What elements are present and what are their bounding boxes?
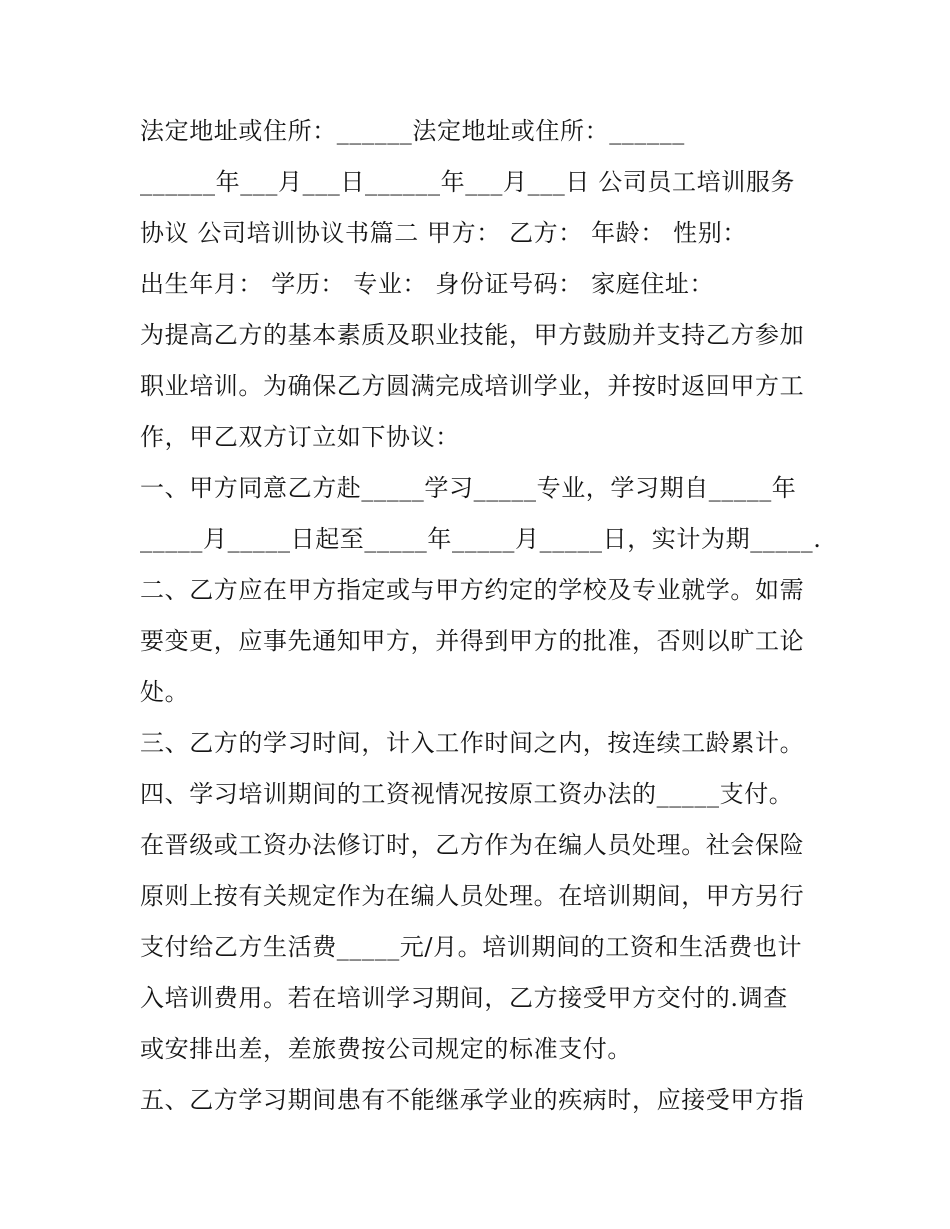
text-line: 入培训费用。若在培训学习期间，乙方接受甲方交付的.调查: [140, 984, 788, 1012]
text-line: 二、乙方应在甲方指定或与甲方约定的学校及专业就学。如需: [140, 576, 805, 604]
text-line: 职业培训。为确保乙方圆满完成培训学业，并按时返回甲方工: [140, 372, 805, 400]
text-line: _____月_____日起至_____年_____月_____日，实计为期_____.: [140, 525, 822, 553]
text-line: 法定地址或住所：______法定地址或住所：______: [140, 117, 685, 145]
text-line: 要变更，应事先通知甲方，并得到甲方的批准，否则以旷工论: [140, 627, 805, 655]
text-line: 出生年月： 学历： 专业： 身份证号码： 家庭住址：: [140, 270, 715, 298]
text-line: 在晋级或工资办法修订时，乙方作为在编人员处理。社会保险: [140, 831, 805, 859]
text-line: 协议 公司培训协议书篇二 甲方： 乙方： 年龄： 性别：: [140, 219, 747, 247]
text-line: 支付给乙方生活费_____元/月。培训期间的工资和生活费也计: [140, 933, 803, 961]
text-line: 五、乙方学习期间患有不能继承学业的疾病时，应接受甲方指: [140, 1086, 805, 1114]
text-line: 为提高乙方的基本素质及职业技能，甲方鼓励并支持乙方参加: [140, 321, 805, 349]
text-line: ______年___月___日______年___月___日 公司员工培训服务: [140, 168, 796, 196]
text-line: 原则上按有关规定作为在编人员处理。在培训期间，甲方另行: [140, 882, 805, 910]
text-line: 处。: [140, 678, 190, 706]
text-line: 三、乙方的学习时间，计入工作时间之内，按连续工龄累计。: [140, 729, 805, 757]
text-line: 或安排出差，差旅费按公司规定的标准支付。: [140, 1035, 632, 1063]
text-line: 作，甲乙双方订立如下协议：: [140, 423, 460, 451]
text-line: 一、甲方同意乙方赴_____学习_____专业，学习期自_____年: [140, 474, 797, 502]
text-line: 四、学习培训期间的工资视情况按原工资办法的_____支付。: [140, 780, 794, 808]
